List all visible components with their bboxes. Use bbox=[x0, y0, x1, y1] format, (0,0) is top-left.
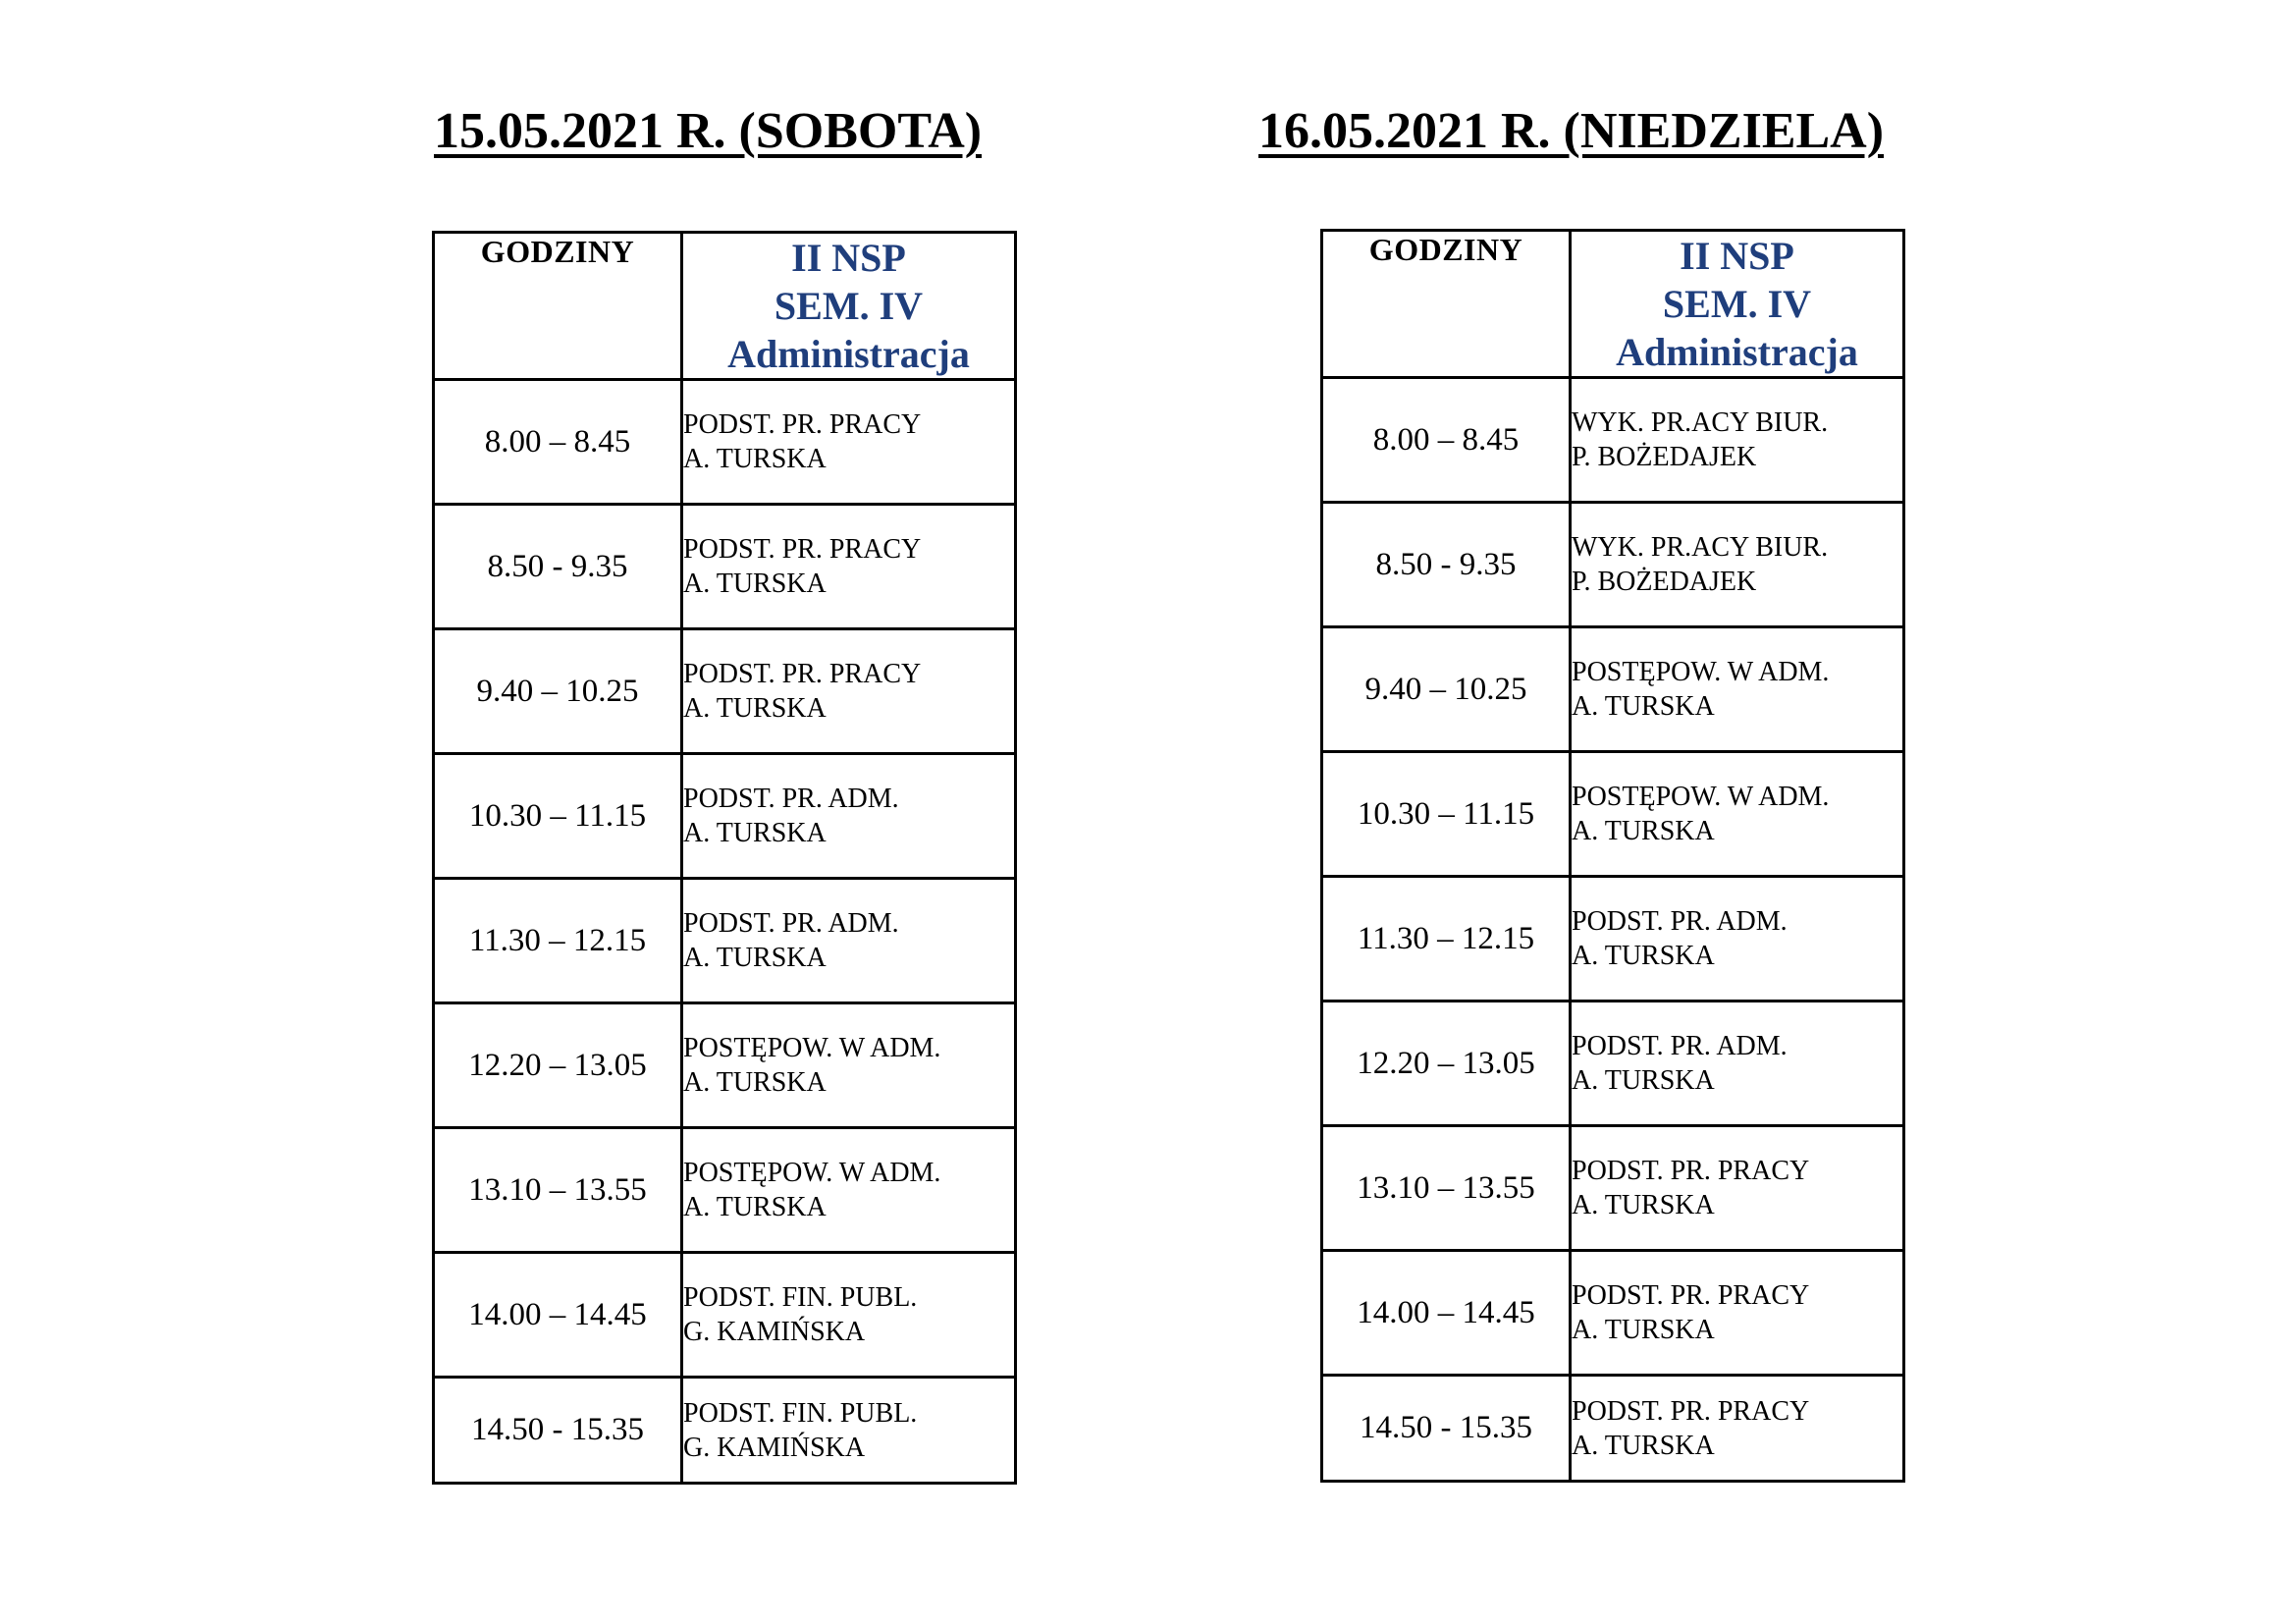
group-name: II NSP bbox=[791, 236, 906, 280]
schedule-row bbox=[434, 1128, 1016, 1253]
teacher-name: A. TURSKA bbox=[1572, 816, 1715, 846]
teacher-name: A. TURSKA bbox=[683, 818, 827, 848]
time-slot: 10.30 – 11.15 bbox=[434, 754, 682, 879]
class-cell bbox=[1571, 627, 1904, 752]
subject-name: PODST. PR. ADM. bbox=[683, 784, 899, 814]
major-label: Administracja bbox=[727, 332, 970, 376]
time-slot: 8.00 – 8.45 bbox=[434, 380, 682, 505]
teacher-name: A. TURSKA bbox=[1572, 691, 1715, 722]
schedule-row bbox=[434, 754, 1016, 879]
group-column-header bbox=[682, 233, 1016, 380]
subject-name: PODST. PR. ADM. bbox=[683, 908, 899, 939]
teacher-name: P. BOŻEDAJEK bbox=[1572, 442, 1757, 472]
time-slot: 13.10 – 13.55 bbox=[434, 1128, 682, 1253]
teacher-name: A. TURSKA bbox=[683, 943, 827, 973]
schedule-row bbox=[1322, 877, 1904, 1001]
subject-name: POSTĘPOW. W ADM. bbox=[1572, 782, 1830, 812]
subject-name: WYK. PR.ACY BIUR. bbox=[1572, 532, 1829, 563]
time-slot: 8.50 - 9.35 bbox=[434, 505, 682, 629]
time-slot: 10.30 – 11.15 bbox=[1322, 752, 1571, 877]
subject-name: POSTĘPOW. W ADM. bbox=[683, 1033, 941, 1063]
class-cell bbox=[1571, 1001, 1904, 1126]
teacher-name: A. TURSKA bbox=[683, 693, 827, 724]
teacher-name: P. BOŻEDAJEK bbox=[1572, 567, 1757, 597]
class-cell bbox=[1571, 1376, 1904, 1482]
teacher-name: A. TURSKA bbox=[1572, 1315, 1715, 1345]
teacher-name: A. TURSKA bbox=[1572, 1430, 1715, 1461]
time-slot: 14.50 - 15.35 bbox=[434, 1378, 682, 1484]
subject-name: POSTĘPOW. W ADM. bbox=[683, 1158, 941, 1188]
time-slot: 9.40 – 10.25 bbox=[434, 629, 682, 754]
schedule-row bbox=[1322, 1001, 1904, 1126]
teacher-name: A. TURSKA bbox=[683, 1192, 827, 1222]
schedule-row bbox=[1322, 378, 1904, 503]
class-cell bbox=[1571, 1126, 1904, 1251]
subject-name: PODST. PR. PRACY bbox=[683, 659, 922, 689]
time-slot: 11.30 – 12.15 bbox=[434, 879, 682, 1003]
schedule-row bbox=[1322, 752, 1904, 877]
schedule-row bbox=[1322, 1376, 1904, 1482]
subject-name: PODST. PR. PRACY bbox=[683, 534, 922, 565]
teacher-name: A. TURSKA bbox=[683, 444, 827, 474]
time-slot: 14.00 – 14.45 bbox=[1322, 1251, 1571, 1376]
class-cell bbox=[682, 505, 1016, 629]
teacher-name: A. TURSKA bbox=[1572, 941, 1715, 971]
class-cell bbox=[682, 1253, 1016, 1378]
class-cell bbox=[682, 629, 1016, 754]
teacher-name: G. KAMIŃSKA bbox=[683, 1432, 866, 1463]
schedule-row bbox=[434, 1003, 1016, 1128]
teacher-name: A. TURSKA bbox=[1572, 1190, 1715, 1220]
schedule-row bbox=[434, 380, 1016, 505]
class-cell bbox=[682, 1378, 1016, 1484]
class-cell bbox=[1571, 503, 1904, 627]
table-header-row bbox=[1322, 231, 1904, 378]
class-cell bbox=[1571, 752, 1904, 877]
time-slot: 14.50 - 15.35 bbox=[1322, 1376, 1571, 1482]
subject-name: PODST. PR. ADM. bbox=[1572, 906, 1788, 937]
subject-name: PODST. PR. PRACY bbox=[1572, 1280, 1810, 1311]
teacher-name: A. TURSKA bbox=[683, 568, 827, 599]
class-cell bbox=[682, 380, 1016, 505]
schedule-table-sunday bbox=[1320, 229, 1905, 1483]
schedule-row bbox=[434, 505, 1016, 629]
schedule-row bbox=[434, 1378, 1016, 1484]
subject-name: PODST. FIN. PUBL. bbox=[683, 1282, 918, 1313]
class-cell bbox=[682, 754, 1016, 879]
schedule-row bbox=[1322, 627, 1904, 752]
subject-name: PODST. PR. PRACY bbox=[1572, 1156, 1810, 1186]
time-slot: 9.40 – 10.25 bbox=[1322, 627, 1571, 752]
time-slot: 14.00 – 14.45 bbox=[434, 1253, 682, 1378]
schedule-table-saturday bbox=[432, 231, 1017, 1485]
schedule-row bbox=[434, 879, 1016, 1003]
time-slot: 12.20 – 13.05 bbox=[1322, 1001, 1571, 1126]
time-slot: 11.30 – 12.15 bbox=[1322, 877, 1571, 1001]
group-name: II NSP bbox=[1680, 234, 1794, 278]
major-label: Administracja bbox=[1616, 330, 1858, 374]
schedule-row bbox=[1322, 1251, 1904, 1376]
subject-name: PODST. PR. PRACY bbox=[683, 409, 922, 440]
time-slot: 8.00 – 8.45 bbox=[1322, 378, 1571, 503]
class-cell bbox=[1571, 1251, 1904, 1376]
class-cell bbox=[682, 1003, 1016, 1128]
subject-name: PODST. FIN. PUBL. bbox=[683, 1397, 918, 1429]
semester-label: SEM. IV bbox=[774, 284, 924, 328]
semester-label: SEM. IV bbox=[1662, 282, 1812, 326]
hours-column-header: GODZINY bbox=[434, 233, 682, 380]
schedule-row bbox=[1322, 1126, 1904, 1251]
table-header-row bbox=[434, 233, 1016, 380]
day-title-saturday: 15.05.2021 R. (SOBOTA) bbox=[434, 103, 983, 159]
subject-name: WYK. PR.ACY BIUR. bbox=[1572, 407, 1829, 438]
class-cell bbox=[682, 1128, 1016, 1253]
time-slot: 12.20 – 13.05 bbox=[434, 1003, 682, 1128]
teacher-name: A. TURSKA bbox=[683, 1067, 827, 1098]
class-cell bbox=[682, 879, 1016, 1003]
teacher-name: G. KAMIŃSKA bbox=[683, 1317, 866, 1347]
hours-column-header: GODZINY bbox=[1322, 231, 1571, 378]
schedule-row bbox=[434, 629, 1016, 754]
subject-name: PODST. PR. ADM. bbox=[1572, 1031, 1788, 1061]
class-cell bbox=[1571, 877, 1904, 1001]
time-slot: 8.50 - 9.35 bbox=[1322, 503, 1571, 627]
class-cell bbox=[1571, 378, 1904, 503]
subject-name: POSTĘPOW. W ADM. bbox=[1572, 657, 1830, 687]
day-title-sunday: 16.05.2021 R. (NIEDZIELA) bbox=[1258, 103, 1885, 159]
subject-name: PODST. PR. PRACY bbox=[1572, 1395, 1810, 1427]
schedule-row bbox=[434, 1253, 1016, 1378]
group-column-header bbox=[1571, 231, 1904, 378]
schedule-row bbox=[1322, 503, 1904, 627]
teacher-name: A. TURSKA bbox=[1572, 1065, 1715, 1096]
time-slot: 13.10 – 13.55 bbox=[1322, 1126, 1571, 1251]
